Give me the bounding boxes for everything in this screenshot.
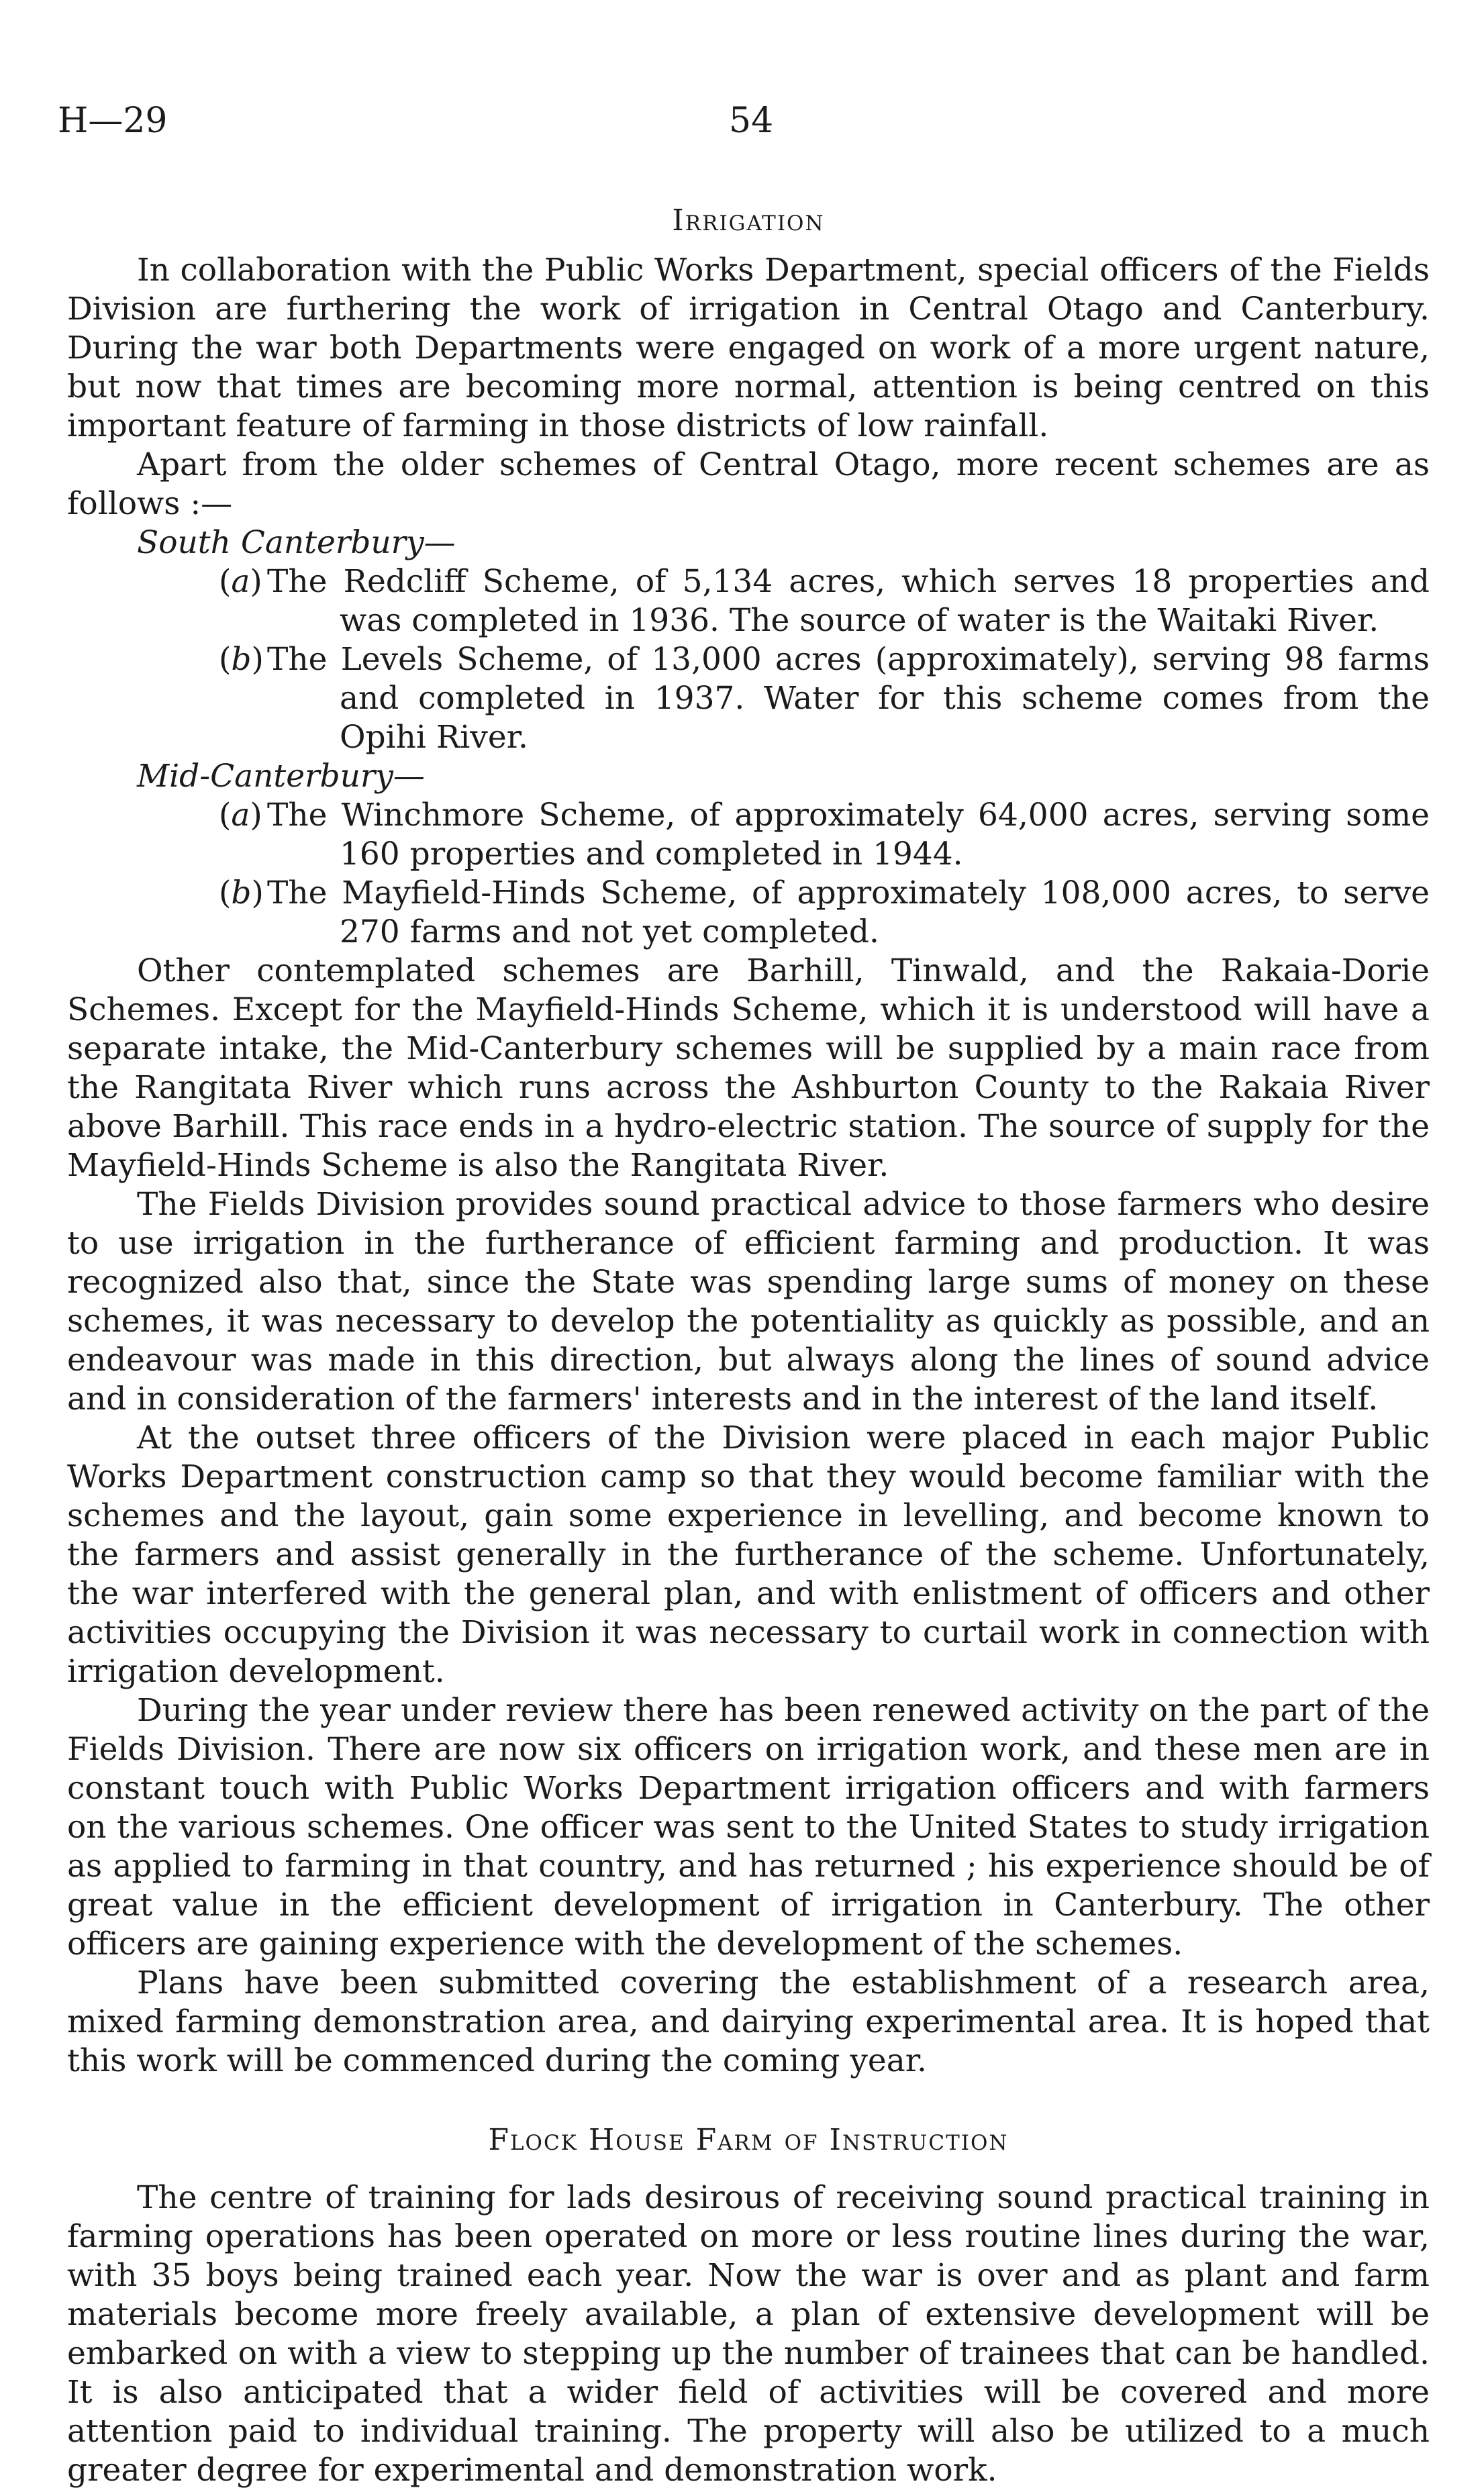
list-item-text: The Winchmore Scheme, of approximately 64,000 acres, serving some 160 properties and completed in 1944. — [267, 797, 1430, 873]
paragraph: Other contemplated schemes are Barhill, Tinwald, and the Rakaia-Dorie Schemes. Except for the Mayfield-Hinds Scheme, which it is understood will have a separate intake, the Mid-Canterbury schemes will be supplied by a main race from the Rangitata River which runs across the Ashburton County to the Rakaia River above Barhill. This race ends in a hydro-electric station. The source of supply for the Mayfield-Hinds Scheme is also the Rangitata River. — [67, 952, 1430, 1184]
subheading-mid-canterbury: Mid-Canterbury— — [137, 758, 425, 795]
paragraph: Plans have been submitted covering the establishment of a research area, mixed farming demonstration area, and dairying experimental area. It is hoped that this work will be commenced during the coming year. — [67, 1964, 1430, 2079]
irrigation-section — [67, 201, 1430, 2081]
paragraph: The Fields Division provides sound practical advice to those farmers who desire to use irrigation in the furtherance of efficient farming and production. It was recognized also that, since the State was spending large sums of money on these schemes, it was necessary to develop the potentiality as quickly as possible, and an endeavour was made in this direction, but always along the lines of sound advice and in consideration of the farmers' interests and in the interest of the land itself. — [67, 1186, 1430, 1417]
paragraph: During the year under review there has been renewed activity on the part of the Fields Division. There are now six officers on irrigation work, and these men are in constant touch with Public Works Department irrigation officers and with farmers on the various schemes. One officer was sent to the United States to study irrigation as applied to farming in that country, and has returned ; his experience should be of great value in the efficient development of irrigation in Canterbury. The other officers are gaining experience with the development of the schemes. — [67, 1692, 1430, 1962]
paragraph: In collaboration with the Public Works Department, special officers of the Fields Division are furthering the work of irrigation in Central Otago and Canterbury. During the war both Departments were engaged on work of a more urgent nature, but now that times are becoming more normal, attention is being centred on this important feature of farming in those districts of low rainfall. — [67, 252, 1430, 444]
document-reference: H—29 — [58, 101, 168, 141]
paragraph: Apart from the older schemes of Central Otago, more recent schemes are as follows :— — [67, 446, 1430, 522]
list-item-label: (b) — [219, 875, 264, 911]
section-heading-flock-house: Flock House Farm of Instruction — [488, 2123, 1009, 2157]
page-number: 54 — [729, 101, 774, 141]
list-item-text: The Mayfield-Hinds Scheme, of approximately 108,000 acres, to serve 270 farms and not yet completed. — [267, 875, 1430, 950]
paragraph: The centre of training for lads desirous of receiving sound practical training in farming operations has been operated on more or less routine lines during the war, with 35 boys being trained each year. Now the war is over and as plant and farm materials become more freely available, a plan of extensive development will be embarked on with a view to stepping up the number of trainees that can be handled. It is also anticipated that a wider field of activities will be covered and more attention paid to individual training. The property will also be utilized to a much greater degree for experimental and demonstration work. — [67, 2179, 1430, 2489]
list-item-label: (a) — [219, 563, 262, 600]
list-item-text: The Levels Scheme, of 13,000 acres (approximately), serving 98 farms and completed in 1937. Water for this scheme comes from the Opihi River. — [267, 641, 1430, 756]
paragraph: At the outset three officers of the Division were placed in each major Public Works Department construction camp so that they would become familiar with the schemes and the layout, gain some experience in levelling, and become known to the farmers and assist generally in the furtherance of the scheme. Unfortunately, the war interfered with the general plan, and with enlistment of officers and other activities occupying the Division it was necessary to curtail work in connection with irrigation development. — [67, 1420, 1430, 1690]
page-body — [67, 201, 1430, 2490]
list-item-label: (a) — [219, 797, 262, 834]
list-item — [67, 562, 1430, 640]
list-item-label: (b) — [219, 641, 264, 678]
subheading-south-canterbury: South Canterbury— — [137, 524, 456, 561]
flock-house-section — [67, 2121, 1430, 2490]
list-item — [67, 874, 1430, 952]
section-heading-irrigation: Irrigation — [672, 203, 825, 238]
page-header — [58, 101, 1426, 154]
list-item-text: The Redcliff Scheme, of 5,134 acres, which serves 18 properties and was completed in 1936. The source of water is the Waitaki River. — [267, 563, 1430, 639]
list-item — [67, 640, 1430, 757]
list-item — [67, 796, 1430, 874]
